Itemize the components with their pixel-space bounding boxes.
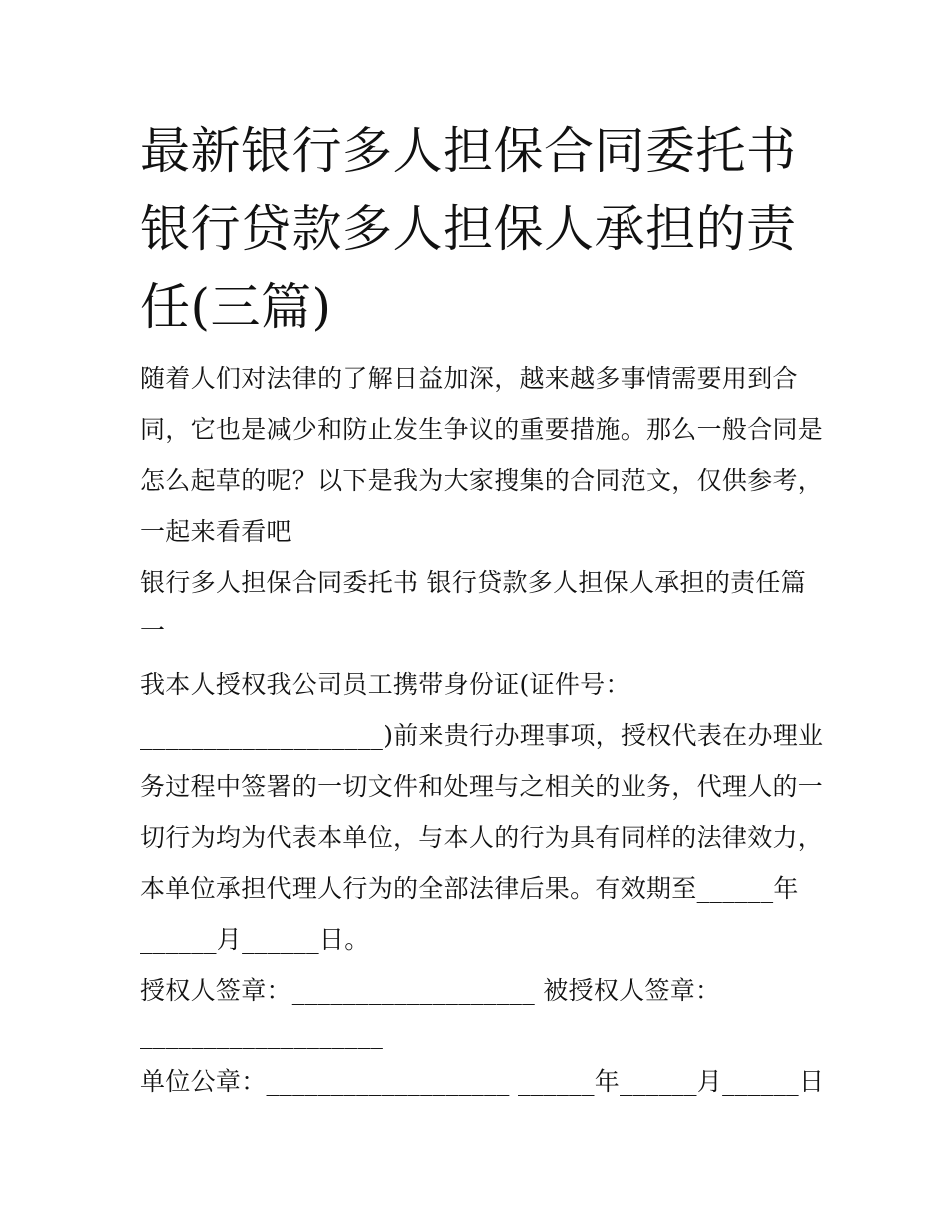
body-line-5: 本单位承担代理人行为的全部法律后果。有效期至______年 <box>140 874 799 903</box>
body-line-2: ___________________)前来贵行办理事项，授权代表在办理业 <box>140 721 824 750</box>
document-title: 最新银行多人担保合同委托书 银行贷款多人担保人承担的责任(三篇) <box>140 122 797 336</box>
section-heading-line-1: 银行多人担保合同委托书 银行贷款多人担保人承担的责任篇 <box>140 568 807 597</box>
body-line-4: 切行为均为代表本单位，与本人的行为具有同样的法律效力， <box>140 823 824 852</box>
signature-line-1: 授权人签章：___________________ 被授权人签章： <box>140 976 721 1005</box>
body-line-6: ______月______日。 <box>140 925 370 954</box>
intro-line-2: 同，它也是减少和防止发生争议的重要措施。那么一般合同是 <box>140 415 824 444</box>
section-heading-line-2: 一 <box>140 616 166 645</box>
signature-line-3: 单位公章：___________________ ______年______月______日 <box>140 1067 825 1096</box>
intro-line-4: 一起来看看吧 <box>140 517 292 546</box>
intro-line-1: 随着人们对法律的了解日益加深，越来越多事情需要用到合 <box>140 364 798 393</box>
intro-line-3: 怎么起草的呢？以下是我为大家搜集的合同范文，仅供参考， <box>140 466 824 495</box>
body-line-1: 我本人授权我公司员工携带身份证(证件号： <box>140 670 631 699</box>
body-line-3: 务过程中签署的一切文件和处理与之相关的业务，代理人的一 <box>140 772 824 801</box>
signature-line-2: ___________________ <box>140 1020 384 1049</box>
